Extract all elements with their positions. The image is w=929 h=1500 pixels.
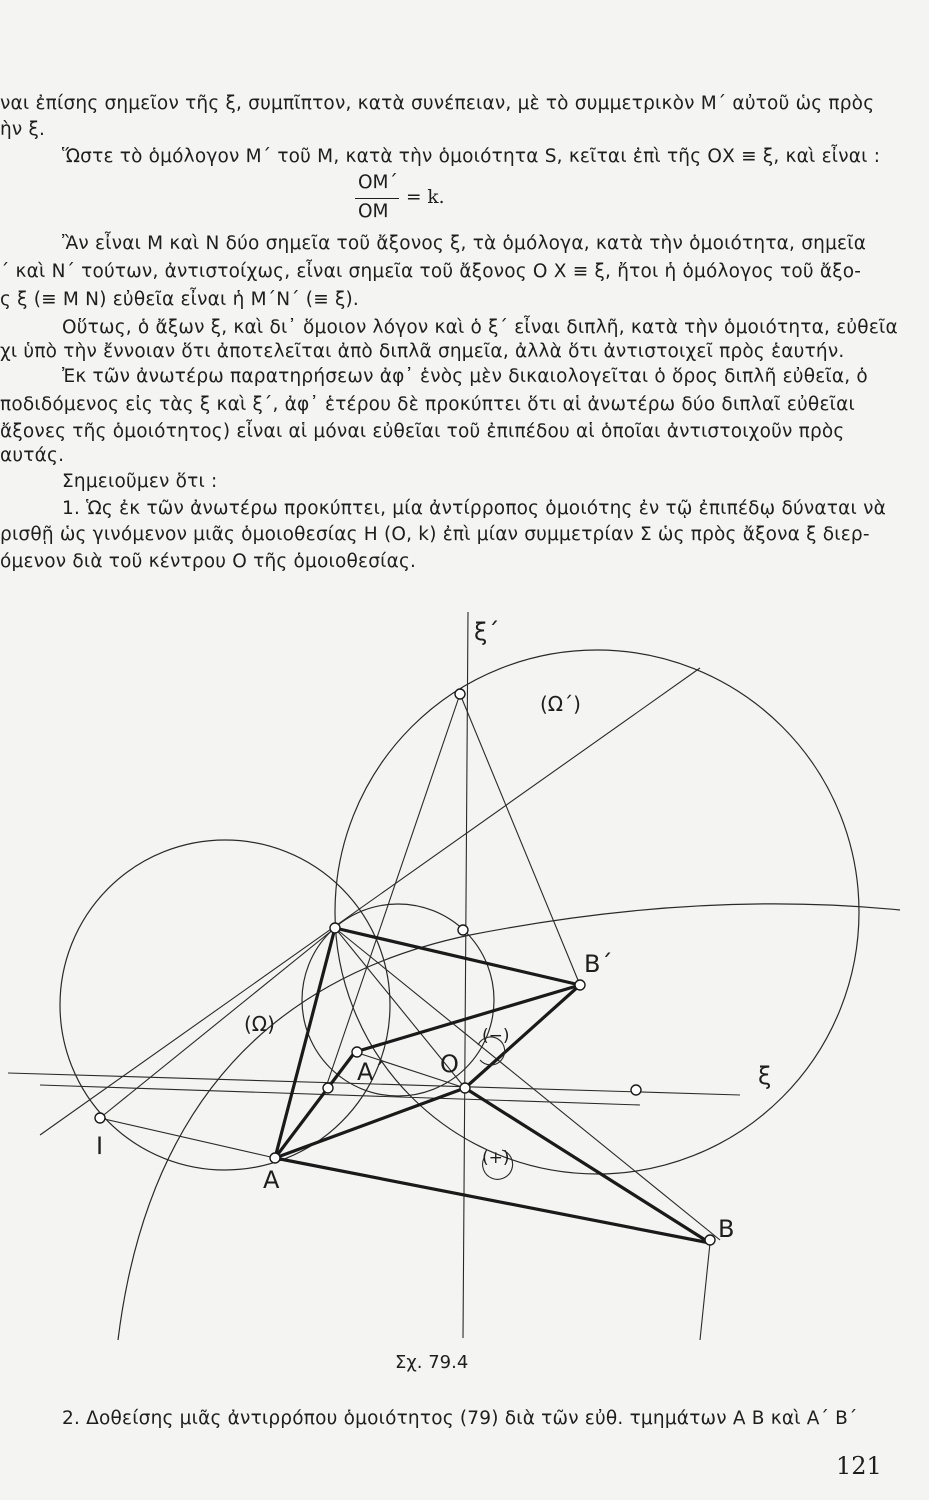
line-I-upper <box>100 928 335 1118</box>
text-line-5: ΄ καὶ Ν΄ τούτων, ἀντιστοίχως, εἶναι σημεῖα τοῦ ἄξονος Ο Χ ≡ ξ, ἤτοι ἡ ὁμόλογος τοῦ ἄξο- <box>0 261 862 282</box>
text-line-10: ποδιδόμενος εἰς τὰς ξ καὶ ξ΄, ἀφ᾽ ἑτέρου δὲ προκύπτει ὅτι αἱ ἀνωτέρω δύο διπλαῖ εὐθεῖαι <box>0 394 855 415</box>
point-A <box>270 1153 280 1163</box>
text-line-13: Σημειοῦμεν ὅτι : <box>62 471 218 492</box>
text-line-11: ἄξονες τῆς ὁμοιότητος) εἶναι αἱ μόναι εὐθεῖαι τοῦ ἐπιπέδου αἱ ὁποῖαι ἀντιστοιχοῦν πρὸς <box>0 421 845 442</box>
text-line-14: 1. Ὡς ἐκ τῶν ἀνωτέρω προκύπτει, μία ἀντίρροπος ὁμοιότης ἐν τῷ ἐπιπέδῳ δύναται νὰ <box>62 498 887 519</box>
text-line-6: ς ξ (≡ Μ Ν) εὐθεῖα εἶναι ἡ Μ΄Ν΄ (≡ ξ). <box>0 289 360 310</box>
text-line-9: Ἐκ τῶν ἀνωτέρω παρατηρήσεων ἀφ᾽ ἑνὸς μὲν δικαιολογεῖται ὁ ὅρος διπλῆ εὐθεῖα, ὁ <box>62 366 868 387</box>
label-xi: ξ <box>758 1062 772 1090</box>
point-I <box>95 1113 105 1123</box>
line-top-to-B-prime <box>460 694 580 985</box>
point-B-prime <box>575 980 585 990</box>
label-I: Ι <box>96 1132 104 1160</box>
text-line-4: Ἂν εἶναι Μ καὶ Ν δύο σημεῖα τοῦ ἄξονος ξ, τὰ ὁμόλογα, κατὰ τὴν ὁμοιότητα, σημεῖα <box>62 233 867 254</box>
label-B-prime: Β΄ <box>584 950 613 978</box>
point-O <box>460 1083 470 1093</box>
page-number: 121 <box>836 1452 882 1480</box>
label-B: Β <box>718 1215 735 1243</box>
line-prime-to-B <box>335 928 720 1240</box>
label-O: Ο <box>440 1050 459 1078</box>
text-line-7: Οὕτως, ὁ ἄξων ξ, καὶ δι᾽ ὅμοιον λόγον καὶ ὁ ξ΄ εἶναι διπλῆ, κατὰ τὴν ὁμοιότητα, εὐθεῖα <box>62 317 898 338</box>
label-plus: (+) <box>482 1148 510 1168</box>
label-omega-prime: (Ω΄) <box>540 692 581 716</box>
point-upper <box>330 923 340 933</box>
equation-denominator: ΟΜ <box>358 201 389 222</box>
label-minus: (−) <box>482 1026 510 1046</box>
label-A: Α <box>263 1166 280 1194</box>
text-line-16: όμενον διὰ τοῦ κέντρου Ο τῆς ὁμοιοθεσίας. <box>0 551 417 572</box>
point-A-prime <box>352 1047 362 1057</box>
equation-numerator: ΟΜ΄ <box>358 172 398 193</box>
line-below-B <box>700 1243 710 1340</box>
segment-A-O <box>275 1088 465 1158</box>
equation-rhs: = k. <box>406 187 445 208</box>
text-line-15: ρισθῇ ὡς γινόμενον μιᾶς ὁμοιοθεσίας H (O, k) ἐπὶ μίαν συμμετρίαν Σ ὡς πρὸς ἄξονα ξ διερ- <box>0 524 870 545</box>
text-line-1: ναι ἐπίσης σημεῖον τῆς ξ, συμπῖπτον, κατὰ συνέπειαν, μὲ τὸ συμμετρικὸν Μ΄ αὐτοῦ ὡς πρὸς <box>0 93 875 114</box>
text-line-8: χι ὑπὸ τὴν ἔννοιαν ὅτι ἀποτελεῖται ἀπὸ διπλᾶ σημεῖα, ἀλλὰ ὅτι ἀντιστοιχεῖ πρὸς ἑαυτήν. <box>0 341 845 362</box>
label-xi-prime: ξ΄ <box>474 618 500 646</box>
point-B <box>705 1235 715 1245</box>
point-left-axis <box>323 1083 333 1093</box>
point-top <box>455 689 465 699</box>
fraction-bar <box>355 198 399 199</box>
label-omega: (Ω) <box>244 1012 275 1036</box>
segment-Aprime-Bprime <box>355 985 580 1052</box>
text-line-2: ὴν ξ. <box>0 119 46 140</box>
text-line-3: Ὥστε τὸ ὁμόλογον Μ΄ τοῦ Μ, κατὰ τὴν ὁμοιότητα S, κεῖται ἐπὶ τῆς ΟΧ ≡ ξ, καὶ εἶναι : <box>62 146 881 167</box>
circle-omega-prime <box>335 650 859 1174</box>
text-line-17: 2. Δοθείσης μιᾶς ἀντιρρόπου ὁμοιότητος (79) διὰ τῶν εὐθ. τμημάτων Α Β καὶ Α΄ Β΄ <box>62 1408 858 1429</box>
point-axis-upper <box>458 925 468 935</box>
point-right-axis <box>631 1085 641 1095</box>
segment-upper-Bprime <box>335 928 580 985</box>
text-line-12: αυτάς. <box>0 445 65 466</box>
axis-xi-prime <box>463 612 468 1338</box>
label-A-prime: Α΄ <box>357 1058 386 1086</box>
geometry-figure <box>0 600 929 1360</box>
figure-caption: Σχ. 79.4 <box>395 1352 469 1373</box>
ratio-equation <box>340 172 460 232</box>
